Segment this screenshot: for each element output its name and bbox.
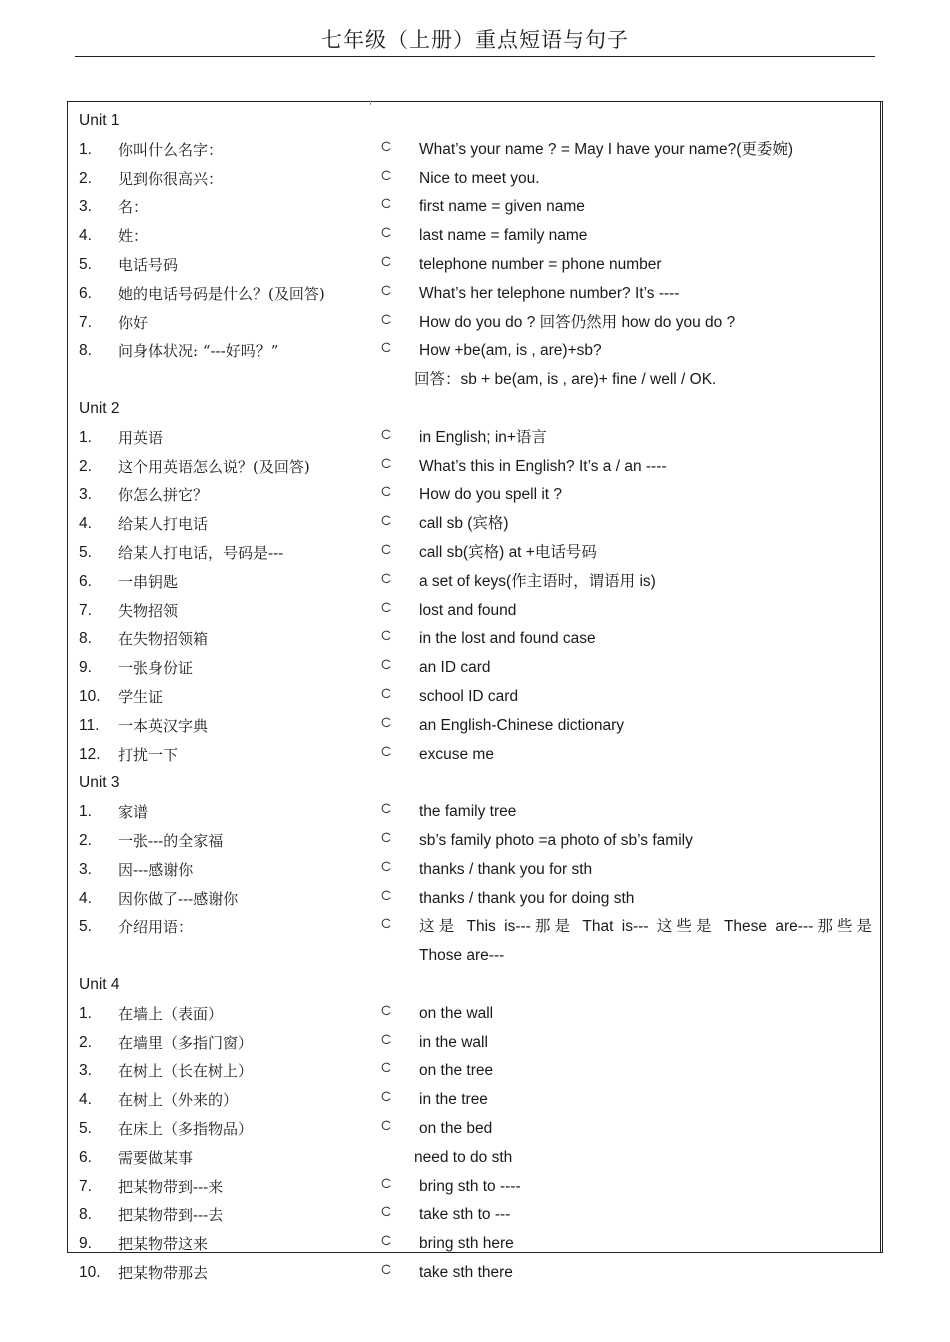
item-number: 1. [79, 803, 92, 821]
chinese-phrase: 需要做某事 [118, 1148, 194, 1167]
english-phrase: school ID card [419, 688, 519, 705]
circle-bullet-icon [381, 803, 392, 814]
phrase-row [0, 453, 950, 481]
english-phrase: bring sth to ---- [419, 1177, 521, 1195]
circle-bullet-icon [381, 1120, 392, 1131]
english-phrase: call sb(宾格) at +电话号码 [419, 544, 597, 561]
item-number: 3. [79, 1062, 92, 1080]
circle-bullet-icon [381, 717, 392, 728]
chinese-phrase: 失物招领 [118, 601, 179, 620]
item-number: 5. [79, 256, 92, 273]
phrase-row [0, 1000, 950, 1028]
english-continuation: Those are--- [419, 947, 505, 965]
english-phrase: on the tree [419, 1062, 494, 1080]
chinese-phrase: 家谱 [118, 803, 149, 822]
chinese-phrase: 电话号码 [118, 256, 179, 274]
phrase-row [0, 481, 950, 509]
english-phrase: on the wall [419, 1004, 494, 1022]
english-phrase: 这是 This is---那是 That is--- 这些是 These are---那些是 [419, 918, 872, 936]
phrase-row [0, 251, 950, 279]
phrase-row [0, 1057, 950, 1085]
chinese-phrase: 在失物招领箱 [118, 630, 209, 649]
page-title: 七年级（上册）重点短语与句子 [321, 28, 629, 52]
phrase-row [0, 165, 950, 193]
item-number: 6. [79, 284, 92, 302]
english-phrase: How do you do ? 回答仍然用 how do you do ? [419, 313, 736, 331]
phrase-row [0, 539, 950, 567]
english-phrase: in the lost and found case [419, 630, 596, 648]
item-number: 6. [79, 1148, 92, 1166]
chinese-phrase: 一张身份证 [118, 659, 194, 678]
unit-heading-row [0, 769, 950, 797]
english-phrase: lost and found [419, 601, 517, 619]
item-number: 6. [79, 572, 92, 590]
item-number: 2. [79, 1033, 92, 1051]
chinese-phrase: 在墙里（多指门窗） [118, 1033, 254, 1052]
item-number: 8. [79, 342, 92, 360]
phrase-row [0, 337, 950, 365]
chinese-phrase: 把某物带那去 [118, 1264, 209, 1282]
circle-bullet-icon [381, 1264, 392, 1275]
item-number: 7. [79, 601, 92, 619]
chinese-phrase: 问身体状况: “---好吗？” [118, 342, 279, 361]
phrase-row [0, 856, 950, 884]
phrase-row [0, 222, 950, 250]
chinese-phrase: 在树上（外来的） [118, 1091, 239, 1110]
circle-bullet-icon [381, 486, 392, 497]
circle-bullet-icon [381, 1206, 392, 1217]
chinese-phrase: 学生证 [118, 688, 164, 706]
chinese-phrase: 打扰一下 [118, 745, 179, 764]
english-phrase: take sth there [419, 1264, 513, 1281]
circle-bullet-icon [381, 630, 392, 641]
item-number: 8. [79, 1206, 92, 1224]
english-phrase: a set of keys(作主语时，谓语用 is) [419, 572, 656, 590]
item-number: 9. [79, 659, 92, 677]
item-number: 9. [79, 1235, 92, 1253]
item-number: 7. [79, 1177, 92, 1195]
chinese-phrase: 在床上（多指物品） [118, 1120, 254, 1138]
item-number: 3. [79, 486, 92, 504]
english-phrase: bring sth here [419, 1235, 514, 1253]
chinese-phrase: 你怎么拼它？ [118, 486, 209, 505]
circle-bullet-icon [381, 198, 392, 209]
chinese-phrase: 你好 [118, 313, 149, 332]
unit-heading: Unit 2 [79, 400, 120, 417]
circle-bullet-icon [381, 573, 392, 584]
english-phrase: sb’s family photo =a photo of sb’s family [419, 832, 693, 849]
circle-bullet-icon [381, 861, 392, 872]
circle-bullet-icon [381, 602, 392, 613]
english-phrase: first name = given name [419, 198, 585, 216]
item-number: 7. [79, 313, 92, 331]
circle-bullet-icon [381, 659, 392, 670]
phrase-continuation-row [0, 366, 950, 394]
circle-bullet-icon [381, 688, 392, 699]
english-phrase: Nice to meet you. [419, 169, 540, 187]
phrase-row [0, 625, 950, 653]
circle-bullet-icon [381, 1235, 392, 1246]
english-phrase: excuse me [419, 745, 494, 763]
unit-heading-row [0, 107, 950, 135]
phrase-row [0, 798, 950, 826]
item-number: 3. [79, 198, 92, 216]
item-number: 4. [79, 515, 92, 533]
item-number: 4. [79, 1091, 92, 1109]
phrase-row [0, 712, 950, 740]
circle-bullet-icon [381, 832, 392, 843]
chinese-phrase: 你叫什么名字： [118, 140, 224, 159]
phrase-row [0, 683, 950, 711]
phrase-row [0, 1201, 950, 1229]
english-phrase: an ID card [419, 659, 491, 677]
english-phrase: the family tree [419, 803, 517, 821]
circle-bullet-icon [381, 458, 392, 469]
chinese-phrase: 把某物带到---去 [118, 1206, 224, 1225]
english-phrase: in English; in+语言 [419, 428, 547, 446]
phrase-row [0, 568, 950, 596]
english-phrase: last name = family name [419, 227, 588, 245]
chinese-phrase: 一本英汉字典 [118, 716, 209, 735]
phrase-row [0, 1029, 950, 1057]
chinese-phrase: 因你做了---感谢你 [118, 889, 239, 908]
english-phrase: an English-Chinese dictionary [419, 716, 625, 734]
english-phrase: What’s this in English? It’s a / an ---- [419, 457, 667, 475]
circle-bullet-icon [381, 1005, 392, 1016]
chinese-phrase: 名： [118, 198, 149, 217]
english-phrase: telephone number = phone number [419, 256, 662, 273]
unit-heading: Unit 3 [79, 774, 120, 792]
circle-bullet-icon [381, 746, 392, 757]
chinese-phrase: 一串钥匙 [118, 572, 179, 591]
circle-bullet-icon [381, 256, 392, 267]
item-number: 2. [79, 169, 92, 187]
item-number: 4. [79, 227, 92, 245]
item-number: 1. [79, 428, 92, 446]
phrase-row [0, 885, 950, 913]
phrase-continuation-row [0, 942, 950, 970]
item-number: 10. [79, 1264, 101, 1281]
phrase-row [0, 597, 950, 625]
phrase-row [0, 827, 950, 855]
phrase-row [0, 309, 950, 337]
circle-bullet-icon [381, 227, 392, 238]
english-phrase: What’s her telephone number? It’s ---- [419, 284, 680, 302]
phrase-row [0, 1086, 950, 1114]
unit-heading: Unit 1 [79, 112, 120, 129]
chinese-phrase: 在墙上（表面） [118, 1004, 224, 1023]
chinese-phrase: 一张---的全家福 [118, 832, 224, 850]
circle-bullet-icon [381, 890, 392, 901]
chinese-phrase: 姓： [118, 227, 149, 246]
item-number: 2. [79, 832, 92, 849]
phrase-row [0, 913, 950, 941]
chinese-phrase: 给某人打电话，号码是--- [118, 544, 284, 562]
circle-bullet-icon [381, 342, 392, 353]
item-number: 5. [79, 918, 92, 936]
chinese-phrase: 见到你很高兴： [118, 169, 224, 188]
chinese-phrase: 介绍用语： [118, 918, 194, 937]
circle-bullet-icon [381, 429, 392, 440]
circle-bullet-icon [381, 1178, 392, 1189]
chinese-phrase: 因---感谢你 [118, 860, 194, 879]
english-phrase: on the bed [419, 1120, 493, 1137]
circle-bullet-icon [381, 1091, 392, 1102]
english-phrase: thanks / thank you for doing sth [419, 889, 635, 907]
circle-bullet-icon [381, 515, 392, 526]
phrase-row [0, 1259, 950, 1287]
circle-bullet-icon [381, 314, 392, 325]
item-number: 4. [79, 889, 92, 907]
item-number: 8. [79, 630, 92, 648]
english-phrase: What’s your name ? = May I have your name?(更委婉) [419, 140, 794, 158]
chinese-phrase: 她的电话号码是什么？(及回答) [118, 284, 325, 303]
phrase-row [0, 741, 950, 769]
unit-heading-row [0, 395, 950, 423]
english-continuation: 回答：sb + be(am, is , are)+ fine / well / OK. [414, 371, 717, 389]
circle-bullet-icon [381, 1034, 392, 1045]
phrase-row [0, 1173, 950, 1201]
chinese-phrase: 把某物带这来 [118, 1235, 209, 1254]
english-phrase: How +be(am, is , are)+sb? [419, 342, 602, 360]
item-number: 12. [79, 745, 101, 763]
phrase-row [0, 424, 950, 452]
english-phrase: in the wall [419, 1033, 488, 1051]
chinese-phrase: 把某物带到---来 [118, 1177, 224, 1196]
english-phrase: call sb (宾格) [419, 515, 509, 533]
phrase-row [0, 654, 950, 682]
item-number: 5. [79, 1120, 92, 1137]
chinese-phrase: 用英语 [118, 428, 164, 447]
english-phrase: thanks / thank you for sth [419, 860, 593, 878]
english-phrase: need to do sth [414, 1148, 513, 1166]
item-number: 1. [79, 140, 92, 158]
english-phrase: take sth to --- [419, 1206, 511, 1224]
chinese-phrase: 在树上（长在树上） [118, 1062, 254, 1081]
circle-bullet-icon [381, 285, 392, 296]
item-number: 1. [79, 1004, 92, 1022]
circle-bullet-icon [381, 544, 392, 555]
phrase-row [0, 280, 950, 308]
unit-heading: Unit 4 [79, 976, 120, 993]
item-number: 2. [79, 457, 92, 475]
item-number: 5. [79, 544, 92, 561]
phrase-row [0, 1144, 950, 1172]
circle-bullet-icon [381, 918, 392, 929]
phrase-row [0, 1115, 950, 1143]
circle-bullet-icon [381, 170, 392, 181]
phrase-row [0, 1230, 950, 1258]
phrase-row [0, 136, 950, 164]
english-phrase: How do you spell it ? [419, 486, 563, 504]
chinese-phrase: 这个用英语怎么说？(及回答) [118, 457, 310, 476]
item-number: 10. [79, 688, 101, 705]
unit-heading-row [0, 971, 950, 999]
chinese-phrase: 给某人打电话 [118, 515, 209, 534]
item-number: 3. [79, 860, 92, 878]
circle-bullet-icon [381, 1062, 392, 1073]
circle-bullet-icon [381, 141, 392, 152]
phrase-row [0, 193, 950, 221]
phrase-row [0, 510, 950, 538]
item-number: 11. [79, 716, 100, 734]
english-phrase: in the tree [419, 1091, 488, 1109]
